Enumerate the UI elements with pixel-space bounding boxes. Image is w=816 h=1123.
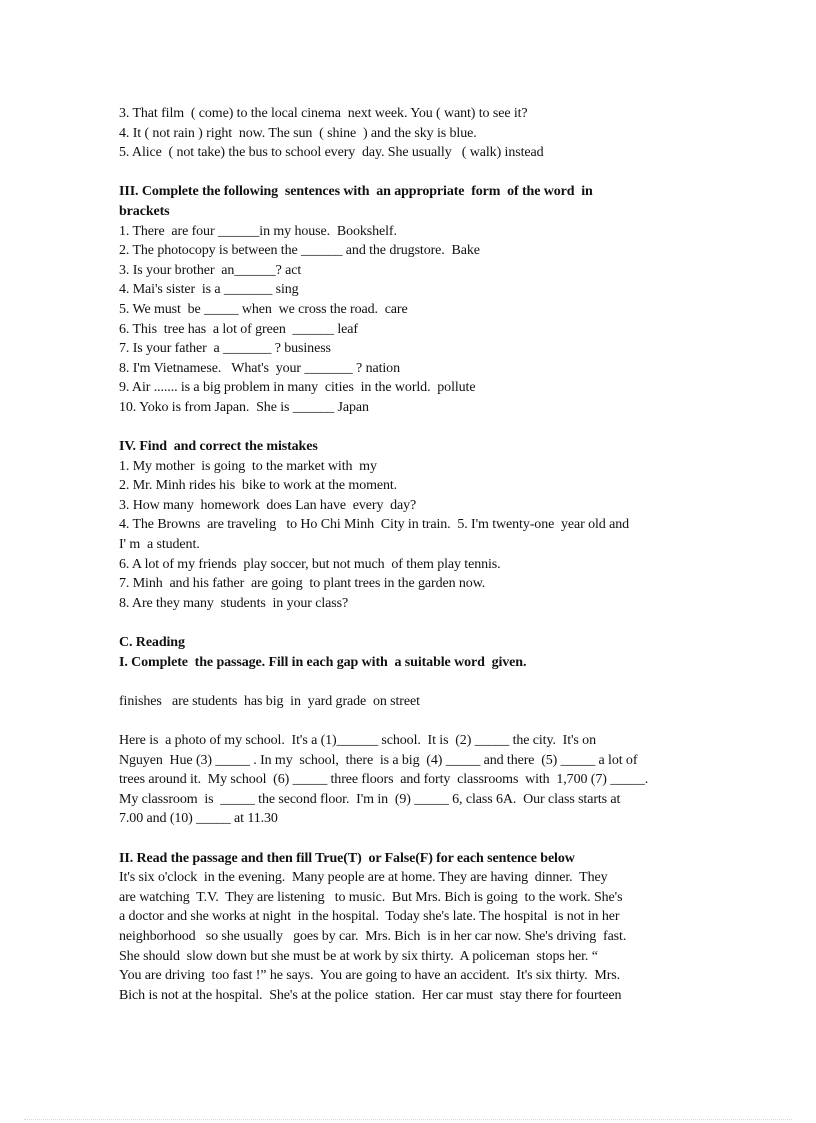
worksheet-page (119, 104, 709, 1005)
passage-line: Bich is not at the hospital. She's at the police station. Her car must stay there for fourteen (119, 987, 622, 1003)
exercise-line: 3. How many homework does Lan have every day? (119, 497, 417, 513)
exercise-line: 6. A lot of my friends play soccer, but not much of them play tennis. (119, 556, 501, 572)
exercise-line: 6. This tree has a lot of green ______ leaf (119, 321, 358, 337)
exercise-line: I' m a student. (119, 537, 200, 553)
page-bottom-divider (24, 1119, 792, 1120)
exercise-line: 7. Is your father a _______ ? business (119, 341, 331, 357)
exercise-line: 3. That film ( come) to the local cinema next week. You ( want) to see it? (119, 106, 528, 121)
passage-line: Nguyen Hue (3) _____ . In my school, there is a big (4) _____ and there (5) _____ a lot of (119, 752, 638, 768)
section-heading: I. Complete the passage. Fill in each gap with a suitable word given. (119, 654, 527, 670)
exercise-line: 8. I'm Vietnamese. What's your _______ ? nation (119, 360, 400, 376)
passage-line: You are driving too fast !” he says. You are going to have an accident. It's six thirty. Mrs. (119, 968, 621, 984)
exercise-line: 4. Mai's sister is a _______ sing (119, 282, 299, 298)
passage-line: Here is a photo of my school. It's a (1)______ school. It is (2) _____ the city. It's on (119, 733, 596, 748)
section-heading: III. Complete the following sentences with an appropriate form of the word in (119, 184, 593, 200)
passage-line: neighborhood so she usually goes by car. Mrs. Bich is in her car now. She's driving fast. (119, 928, 627, 944)
exercise-line: 4. It ( not rain ) right now. The sun ( shine ) and the sky is blue. (119, 125, 477, 141)
passage-line: She should slow down but she must be at work by six thirty. A policeman stops her. “ (119, 948, 598, 964)
exercise-line: 2. The photocopy is between the ______ and the drugstore. Bake (119, 243, 480, 259)
reading-passage-1 (119, 731, 709, 829)
passage-line: trees around it. My school (6) _____ three floors and forty classrooms with 1,700 (7) _____. (119, 772, 649, 788)
exercise-line: 4. The Browns are traveling to Ho Chi Minh City in train. 5. I'm twenty-one year old and (119, 517, 629, 533)
section-4 (119, 437, 709, 613)
exercise-line: 10. Yoko is from Japan. She is ______ Japan (119, 399, 369, 415)
exercise-line: 9. Air ....... is a big problem in many cities in the world. pollute (119, 380, 476, 396)
reading-section (119, 633, 709, 1005)
section-heading: IV. Find and correct the mistakes (119, 439, 318, 455)
section-2-tail (119, 104, 709, 163)
exercise-line: 7. Minh and his father are going to plant trees in the garden now. (119, 576, 486, 592)
passage-line: My classroom is _____ the second floor. I'm in (9) _____ 6, class 6A. Our class starts at (119, 791, 621, 807)
reading-passage-2 (119, 868, 709, 1005)
passage-line: 7.00 and (10) _____ at 11.30 (119, 811, 278, 827)
section-heading: II. Read the passage and then fill True(T) or False(F) for each sentence below (119, 850, 575, 866)
section-heading: brackets (119, 203, 170, 219)
exercise-line: 5. Alice ( not take) the bus to school every day. She usually ( walk) instead (119, 145, 544, 161)
exercise-line: 1. My mother is going to the market with my (119, 458, 377, 474)
section-heading: C. Reading (119, 635, 185, 651)
exercise-line: 1. There are four ______in my house. Bookshelf. (119, 223, 397, 239)
exercise-line: 5. We must be _____ when we cross the road. care (119, 301, 408, 317)
section-3 (119, 182, 709, 417)
passage-line: It's six o'clock in the evening. Many people are at home. They are having dinner. They (119, 870, 608, 886)
exercise-line: 8. Are they many students in your class? (119, 595, 349, 611)
word-bank: finishes are students has big in yard grade on street (119, 693, 420, 709)
exercise-line: 3. Is your brother an______? act (119, 262, 302, 278)
passage-line: a doctor and she works at night in the hospital. Today she's late. The hospital is not in her (119, 909, 620, 925)
passage-line: are watching T.V. They are listening to music. But Mrs. Bich is going to the work. She's (119, 889, 623, 905)
exercise-line: 2. Mr. Minh rides his bike to work at the moment. (119, 478, 398, 494)
